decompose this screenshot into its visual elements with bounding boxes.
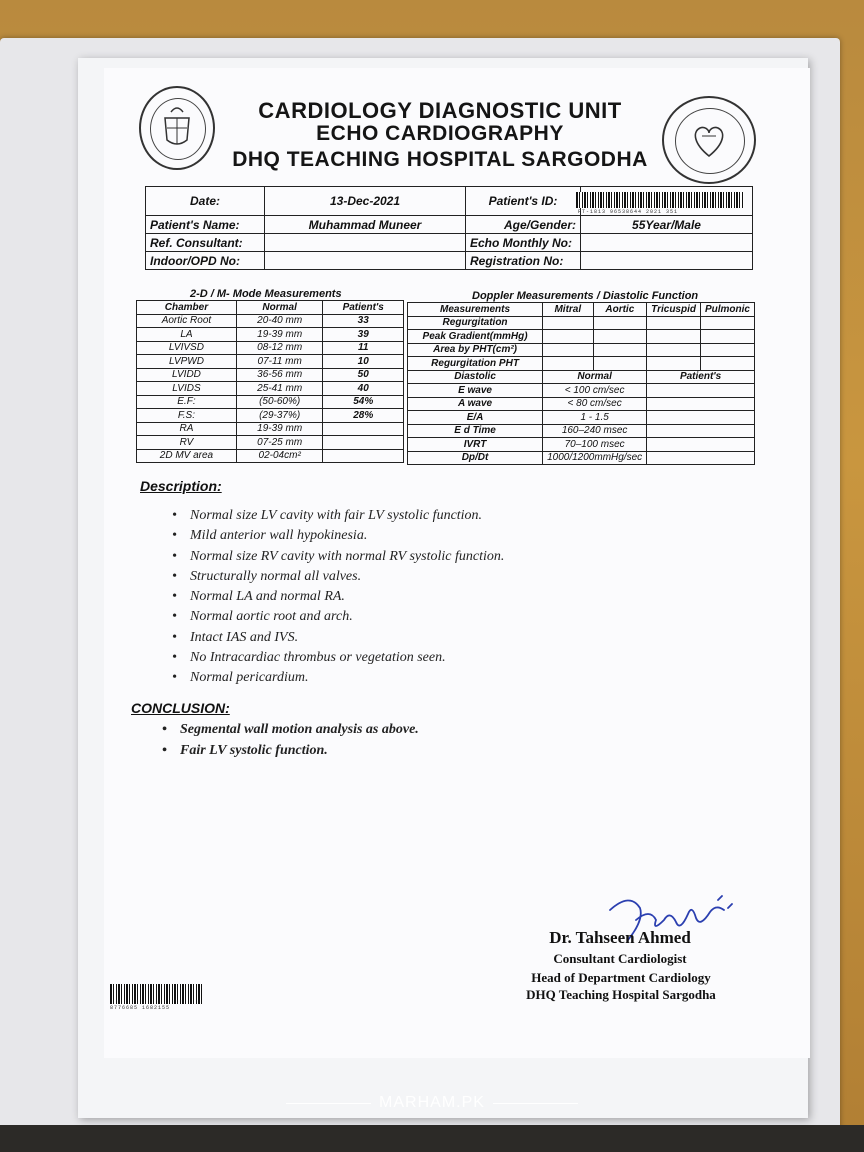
mmode-cell: 50: [323, 368, 404, 382]
mmode-cell: 20-40 mm: [236, 314, 323, 328]
mmode-cell: 28%: [323, 409, 404, 423]
footer-barcode: [110, 984, 202, 1004]
doppler-value-cell: [647, 316, 701, 330]
diastolic-normal: 1000/1200mmHg/sec: [543, 451, 647, 465]
mmode-row: [137, 314, 404, 328]
doppler-row: [408, 357, 755, 371]
mmode-cell: 07-25 mm: [236, 436, 323, 450]
diastolic-normal: < 100 cm/sec: [543, 384, 647, 398]
watermark-text: MARHAM.PK: [379, 1094, 485, 1111]
report-type-title: ECHO CARDIOGRAPHY: [316, 122, 564, 145]
diastolic-header-cell: Diastolic: [408, 370, 543, 384]
diastolic-row: [408, 424, 755, 438]
mmode-cell: 54%: [323, 395, 404, 409]
mmode-row: [137, 328, 404, 342]
mmode-cell: LVIDD: [137, 368, 237, 382]
mmode-cell: 02-04cm²: [236, 449, 323, 463]
diastolic-patient-value: [647, 411, 755, 425]
doppler-caption: Doppler Measurements / Diastolic Function: [472, 290, 699, 302]
description-list: [168, 508, 688, 691]
mmode-cell: 40: [323, 382, 404, 396]
mmode-row: [137, 449, 404, 463]
table-edge: [0, 1125, 864, 1152]
doppler-header-cell: Tricuspid: [647, 303, 701, 317]
doppler-value-cell: [593, 343, 647, 357]
doppler-value-cell: [700, 330, 754, 344]
mmode-cell: 2D MV area: [137, 449, 237, 463]
mmode-row: [137, 422, 404, 436]
doppler-value-cell: [593, 330, 647, 344]
barcode-digits: PT-1813 96538644 2021 351: [578, 209, 679, 215]
list-item: • Normal size RV cavity with normal RV systolic function.: [168, 549, 688, 569]
doppler-row: [408, 330, 755, 344]
mmode-row: [137, 436, 404, 450]
mmode-cell: 33: [323, 314, 404, 328]
doppler-row: [408, 316, 755, 330]
ref-consultant-value: [265, 234, 466, 252]
date-label: Date:: [146, 187, 265, 216]
mmode-cell: 10: [323, 355, 404, 369]
mmode-row: [137, 409, 404, 423]
diastolic-header-cell: Patient's: [647, 370, 755, 384]
list-item: • Normal aortic root and arch.: [168, 609, 688, 629]
mmode-cell: (50-60%): [236, 395, 323, 409]
mmode-cell: E.F:: [137, 395, 237, 409]
doppler-value-cell: [543, 316, 593, 330]
doppler-header-cell: Mitral: [543, 303, 593, 317]
list-item: • Normal size LV cavity with fair LV systolic function.: [168, 508, 688, 528]
indoor-opd-value: [265, 252, 466, 270]
mmode-row: [137, 395, 404, 409]
date-value: 13-Dec-2021: [265, 187, 466, 216]
doppler-measure-label: Regurgitation PHT: [408, 357, 543, 371]
mmode-cell: 25-41 mm: [236, 382, 323, 396]
mmode-cell: [323, 449, 404, 463]
mmode-cell: 11: [323, 341, 404, 355]
doppler-value-cell: [543, 343, 593, 357]
doctor-name: Dr. Tahseen Ahmed: [549, 928, 691, 947]
registration-value: [581, 252, 753, 270]
diastolic-normal: < 80 cm/sec: [543, 397, 647, 411]
diastolic-label: E wave: [408, 384, 543, 398]
doppler-value-cell: [700, 343, 754, 357]
mmode-header-cell: Normal: [236, 301, 323, 315]
diastolic-patient-value: [647, 384, 755, 398]
conclusion-title: CONCLUSION:: [131, 700, 230, 716]
mmode-header-cell: Patient's: [323, 301, 404, 315]
doppler-value-cell: [593, 357, 647, 371]
diastolic-normal: 70–100 msec: [543, 438, 647, 452]
mmode-cell: [323, 422, 404, 436]
patient-name-label: Patient's Name:: [146, 216, 265, 234]
age-gender-value: 55Year/Male: [581, 216, 753, 234]
doppler-value-cell: [593, 316, 647, 330]
footer-barcode-digits: 8776685 1682155: [110, 1005, 171, 1011]
doppler-value-cell: [647, 357, 701, 371]
diastolic-normal: 1 - 1.5: [543, 411, 647, 425]
doppler-value-cell: [700, 357, 754, 371]
diastolic-label: IVRT: [408, 438, 543, 452]
registration-label: Registration No:: [466, 252, 581, 270]
doppler-header-cell: Aortic: [593, 303, 647, 317]
indoor-opd-label: Indoor/OPD No:: [146, 252, 265, 270]
doppler-value-cell: [543, 330, 593, 344]
mmode-cell: (29-37%): [236, 409, 323, 423]
doppler-header-cell: Pulmonic: [700, 303, 754, 317]
mmode-caption: 2-D / M- Mode Measurements: [190, 288, 342, 300]
doppler-value-cell: [647, 330, 701, 344]
list-item: • Intact IAS and IVS.: [168, 630, 688, 650]
diastolic-patient-value: [647, 438, 755, 452]
diastolic-patient-value: [647, 397, 755, 411]
doppler-measure-label: Peak Gradient(mmHg): [408, 330, 543, 344]
patient-name-value: Muhammad Muneer: [265, 216, 466, 234]
diastolic-patient-value: [647, 451, 755, 465]
mmode-cell: LVIDS: [137, 382, 237, 396]
doctor-title: Consultant Cardiologist: [553, 951, 687, 966]
doppler-measure-label: Regurgitation: [408, 316, 543, 330]
mmode-row: [137, 368, 404, 382]
doctor-department: Head of Department Cardiology: [531, 970, 711, 985]
mmode-cell: 36-56 mm: [236, 368, 323, 382]
doppler-header-cell: Measurements: [408, 303, 543, 317]
diastolic-row: [408, 384, 755, 398]
hospital-title: DHQ TEACHING HOSPITAL SARGODHA: [232, 148, 648, 171]
list-item: • Structurally normal all valves.: [168, 569, 688, 589]
diastolic-row: [408, 411, 755, 425]
ref-consultant-label: Ref. Consultant:: [146, 234, 265, 252]
doctor-hospital: DHQ Teaching Hospital Sargodha: [526, 987, 716, 1002]
mmode-header-cell: Chamber: [137, 301, 237, 315]
diastolic-label: E/A: [408, 411, 543, 425]
patient-id-label: Patient's ID:: [466, 187, 581, 216]
mmode-row: [137, 382, 404, 396]
doppler-measure-label: Area by PHT(cm²): [408, 343, 543, 357]
list-item: • Normal LA and normal RA.: [168, 589, 688, 609]
doppler-value-cell: [543, 357, 593, 371]
diastolic-row: [408, 451, 755, 465]
mmode-cell: 19-39 mm: [236, 328, 323, 342]
mmode-cell: F.S:: [137, 409, 237, 423]
list-item: • Segmental wall motion analysis as above.: [158, 722, 678, 743]
list-item: • No Intracardiac thrombus or vegetation seen.: [168, 650, 688, 670]
mmode-cell: RV: [137, 436, 237, 450]
age-gender-label: Age/Gender:: [466, 216, 581, 234]
mmode-cell: LA: [137, 328, 237, 342]
doppler-table: [407, 302, 755, 465]
mmode-row: [137, 355, 404, 369]
marham-watermark: [286, 1093, 578, 1113]
list-item: • Normal pericardium.: [168, 670, 688, 690]
description-title: Description:: [140, 478, 222, 494]
doppler-row: [408, 343, 755, 357]
mmode-cell: RA: [137, 422, 237, 436]
mmode-cell: 07-11 mm: [236, 355, 323, 369]
doppler-value-cell: [647, 343, 701, 357]
mmode-cell: 19-39 mm: [236, 422, 323, 436]
diastolic-label: E d Time: [408, 424, 543, 438]
conclusion-list: [158, 722, 678, 764]
mmode-cell: Aortic Root: [137, 314, 237, 328]
diastolic-normal: 160–240 msec: [543, 424, 647, 438]
unit-title: CARDIOLOGY DIAGNOSTIC UNIT: [258, 98, 622, 123]
diastolic-label: A wave: [408, 397, 543, 411]
doppler-value-cell: [700, 316, 754, 330]
mmode-table: [136, 300, 404, 463]
diastolic-label: Dp/Dt: [408, 451, 543, 465]
mmode-cell: [323, 436, 404, 450]
mmode-cell: LVPWD: [137, 355, 237, 369]
mmode-cell: 08-12 mm: [236, 341, 323, 355]
diastolic-header-cell: Normal: [543, 370, 647, 384]
patient-id-barcode: [576, 192, 744, 208]
mmode-row: [137, 341, 404, 355]
diastolic-row: [408, 397, 755, 411]
list-item: • Mild anterior wall hypokinesia.: [168, 528, 688, 548]
echo-monthly-label: Echo Monthly No:: [466, 234, 581, 252]
list-item: • Fair LV systolic function.: [158, 743, 678, 764]
mmode-cell: 39: [323, 328, 404, 342]
diastolic-patient-value: [647, 424, 755, 438]
mmode-cell: LVIVSD: [137, 341, 237, 355]
diastolic-row: [408, 438, 755, 452]
echo-monthly-value: [581, 234, 753, 252]
